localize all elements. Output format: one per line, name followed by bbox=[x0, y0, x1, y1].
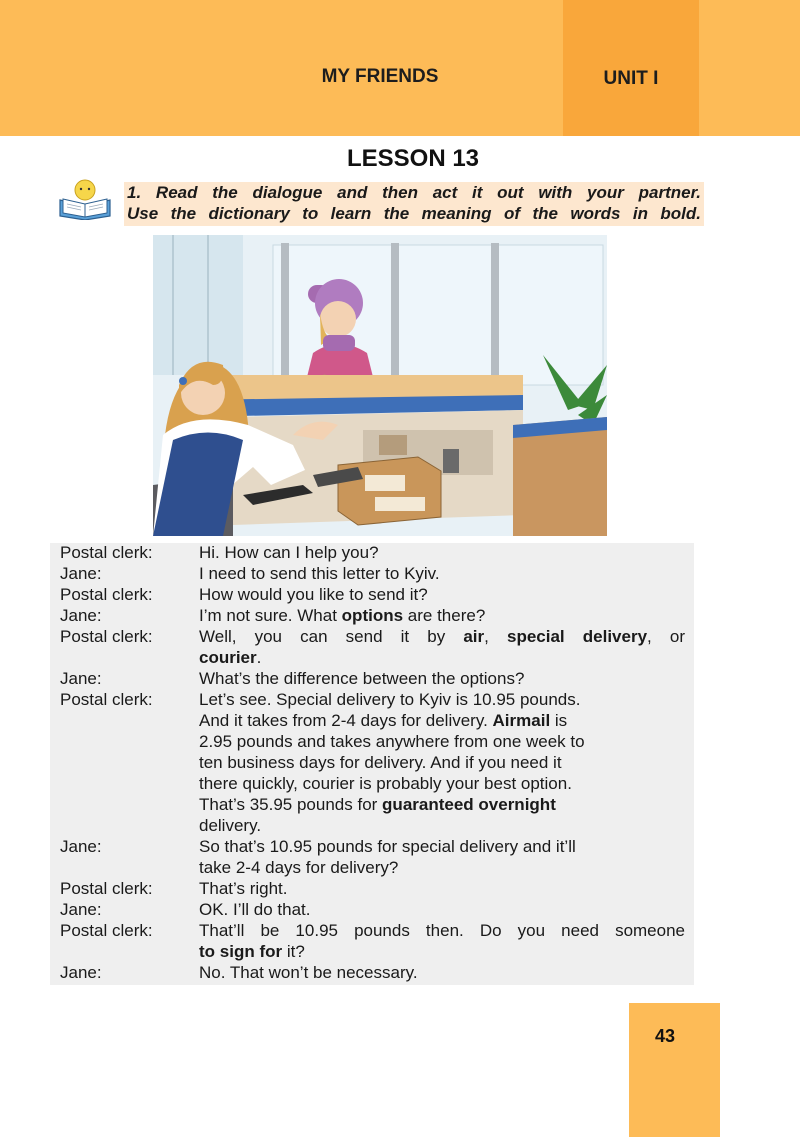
speaker: Jane: bbox=[60, 837, 102, 856]
line-text: What’s the difference between the options? bbox=[199, 669, 525, 688]
text-run: That’s 35.95 pounds for bbox=[199, 795, 383, 814]
line-text bbox=[199, 795, 685, 815]
speaker: Jane: bbox=[60, 963, 102, 982]
page-number: 43 bbox=[654, 1026, 676, 1046]
speaker: Postal clerk: bbox=[60, 879, 153, 898]
text-run: Well, you can send it by bbox=[199, 627, 464, 646]
dialogue-box bbox=[50, 543, 694, 985]
line-text: take 2-4 days for delivery? bbox=[199, 858, 399, 877]
line-text bbox=[199, 627, 685, 647]
bold-term: options bbox=[341, 606, 404, 625]
text-run: , bbox=[484, 627, 507, 646]
line-text: delivery. bbox=[199, 816, 262, 835]
bold-term: air bbox=[463, 627, 485, 646]
bold-term: courier bbox=[199, 648, 257, 667]
line-text: Hi. How can I help you? bbox=[199, 543, 379, 562]
speaker: Postal clerk: bbox=[60, 627, 153, 646]
line-text bbox=[199, 942, 685, 962]
reading-book-icon bbox=[56, 178, 114, 220]
line-text: I need to send this letter to Kyiv. bbox=[199, 564, 440, 583]
text-run: is bbox=[550, 711, 568, 730]
text-run: are there? bbox=[403, 606, 486, 625]
speaker: Jane: bbox=[60, 564, 102, 583]
bold-term: Airmail bbox=[492, 711, 551, 730]
line-text bbox=[199, 711, 685, 731]
speaker: Postal clerk: bbox=[60, 543, 153, 562]
line-text: 2.95 pounds and takes anywhere from one week to bbox=[199, 732, 585, 751]
unit-label: UNIT I bbox=[603, 68, 659, 89]
line-text: That’s right. bbox=[199, 879, 288, 898]
lesson-title: LESSON 13 bbox=[346, 145, 480, 172]
task-line-2: Use the dictionary to learn the meaning of the words in bold. bbox=[127, 204, 701, 223]
line-text: ten business days for delivery. And if you need it bbox=[199, 753, 562, 772]
text-run: I’m not sure. What bbox=[199, 606, 342, 625]
speaker: Postal clerk: bbox=[60, 690, 153, 709]
line-text: there quickly, courier is probably your best option. bbox=[199, 774, 572, 793]
speaker: Jane: bbox=[60, 606, 102, 625]
speaker: Jane: bbox=[60, 669, 102, 688]
speaker: Jane: bbox=[60, 900, 102, 919]
line-text bbox=[199, 648, 685, 668]
line-text: Let’s see. Special delivery to Kyiv is 10.95 pounds. bbox=[199, 690, 581, 709]
line-text: So that’s 10.95 pounds for special delivery and it’ll bbox=[199, 837, 576, 856]
line-text: How would you like to send it? bbox=[199, 585, 428, 604]
task-instructions bbox=[127, 182, 701, 224]
speaker: Postal clerk: bbox=[60, 921, 153, 940]
text-run: , or bbox=[647, 627, 686, 646]
speaker: Postal clerk: bbox=[60, 585, 153, 604]
text-run: . bbox=[256, 648, 262, 667]
post-office-counter-illustration bbox=[153, 235, 607, 536]
task-line-1: 1. Read the dialogue and then act it out with your partner. bbox=[127, 183, 701, 202]
page-number-tab bbox=[629, 1003, 720, 1137]
line-text: OK. I’ll do that. bbox=[199, 900, 311, 919]
line-text: No. That won’t be necessary. bbox=[199, 963, 418, 982]
line-text bbox=[199, 606, 685, 626]
bold-term: special delivery bbox=[507, 627, 648, 646]
text-run: And it takes from 2-4 days for delivery. bbox=[199, 711, 493, 730]
line-text: That’ll be 10.95 pounds then. Do you need someone bbox=[199, 921, 685, 940]
text-run: it? bbox=[282, 942, 305, 961]
section-title: MY FRIENDS bbox=[321, 66, 439, 87]
bold-term: guaranteed overnight bbox=[382, 795, 556, 814]
bold-term: to sign for bbox=[199, 942, 283, 961]
